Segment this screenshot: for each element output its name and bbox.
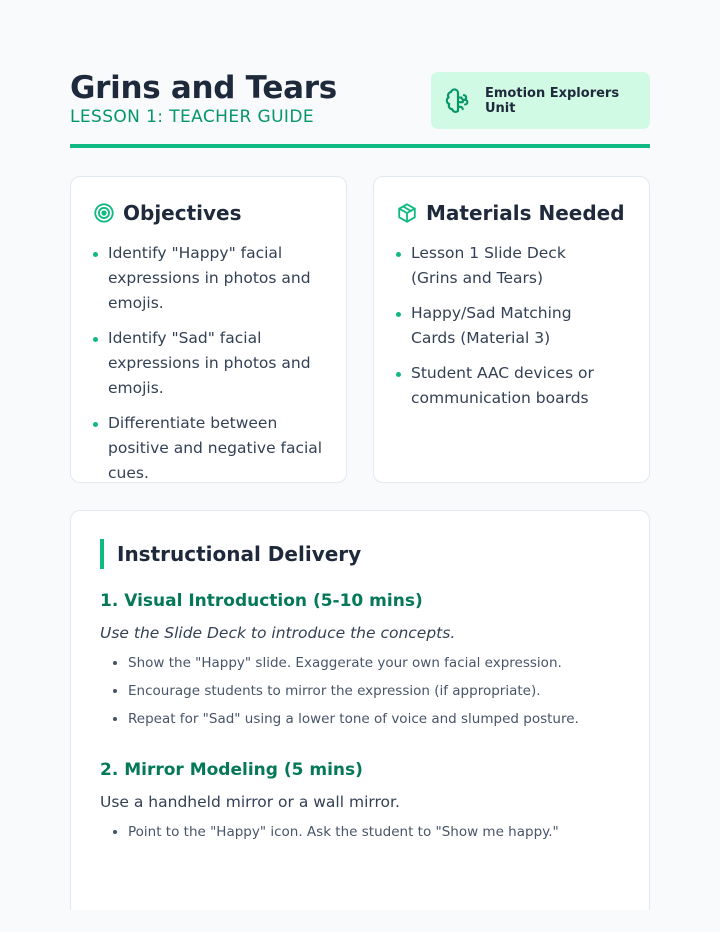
list-item: Encourage students to mirror the expression (if appropriate). <box>113 682 613 700</box>
objectives-title: Objectives <box>123 201 242 225</box>
materials-header <box>396 201 625 225</box>
unit-badge <box>431 72 650 129</box>
materials-list <box>396 241 611 421</box>
section-heading: 1. Visual Introduction (5-10 mins) <box>100 591 423 611</box>
list-item: Point to the "Happy" icon. Ask the student to "Show me happy." <box>113 823 613 841</box>
page-header <box>70 66 650 148</box>
materials-title: Materials Needed <box>426 201 625 225</box>
brain-icon <box>444 87 472 115</box>
materials-card <box>373 176 650 483</box>
list-item: Lesson 1 Slide Deck (Grins and Tears) <box>396 241 611 291</box>
unit-badge-label: Emotion Explorers Unit <box>485 85 620 116</box>
section-heading: 2. Mirror Modeling (5 mins) <box>100 760 363 780</box>
page-subtitle: LESSON 1: TEACHER GUIDE <box>70 107 314 127</box>
section-intro: Use a handheld mirror or a wall mirror. <box>100 793 400 811</box>
section-steps <box>113 654 613 738</box>
list-item: Repeat for "Sad" using a lower tone of voice and slumped posture. <box>113 710 613 728</box>
list-item: Identify "Sad" facial expressions in photos and emojis. <box>93 326 333 401</box>
section-steps <box>113 823 613 851</box>
target-icon <box>93 202 115 224</box>
objectives-list <box>93 241 333 496</box>
package-icon <box>396 202 418 224</box>
objectives-header <box>93 201 242 225</box>
instructional-delivery-card <box>70 510 650 910</box>
list-item: Happy/Sad Matching Cards (Material 3) <box>396 301 611 351</box>
page-title: Grins and Tears <box>70 70 337 106</box>
delivery-title: Instructional Delivery <box>100 539 361 569</box>
list-item: Show the "Happy" slide. Exaggerate your own facial expression. <box>113 654 613 672</box>
objectives-card <box>70 176 347 483</box>
section-intro: Use the Slide Deck to introduce the concepts. <box>100 624 456 642</box>
list-item: Student AAC devices or communication boards <box>396 361 611 411</box>
list-item: Differentiate between positive and negative facial cues. <box>93 411 333 486</box>
list-item: Identify "Happy" facial expressions in photos and emojis. <box>93 241 333 316</box>
